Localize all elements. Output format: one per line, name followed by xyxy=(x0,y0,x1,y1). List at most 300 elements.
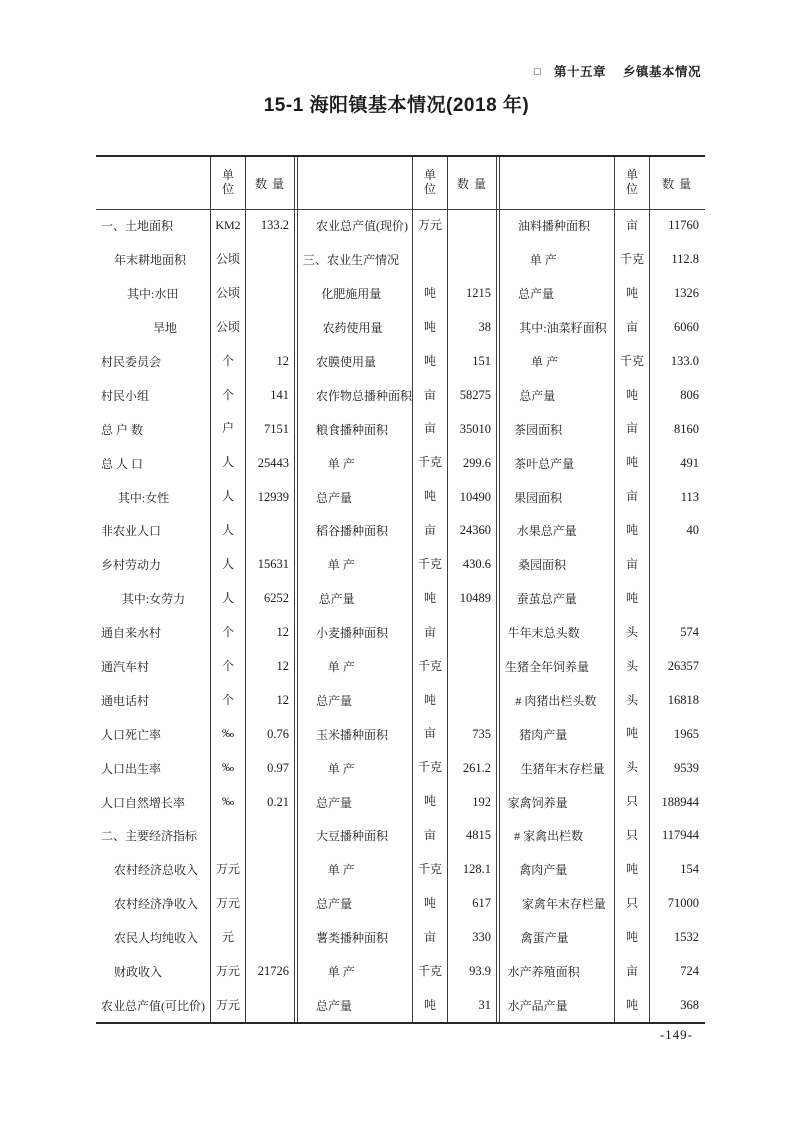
table-group xyxy=(298,157,496,1022)
qty-cell: 491 xyxy=(680,455,699,470)
indicator-label: 小麦播种面积 xyxy=(316,626,389,641)
table-row xyxy=(298,582,496,616)
table-row xyxy=(500,243,704,277)
qty-cell: 0.97 xyxy=(267,760,289,775)
qty-cell: 12 xyxy=(276,692,289,707)
qty-cell: 141 xyxy=(270,387,289,402)
unit-cell: 吨 xyxy=(412,480,448,514)
qty-cell: 1965 xyxy=(674,726,699,741)
indicator-label: 农民人均纯收入 xyxy=(114,931,199,946)
table-row xyxy=(500,650,704,684)
qty-cell: 724 xyxy=(680,964,699,979)
unit-cell: 吨 xyxy=(412,785,448,819)
qty-cell: 261.2 xyxy=(462,760,491,775)
page-number: -149- xyxy=(659,1027,693,1042)
table-row xyxy=(500,819,704,853)
unit-cell: 个 xyxy=(210,378,246,412)
indicator-label: 猪肉产量 xyxy=(519,727,568,742)
unit-cell: 人 xyxy=(210,480,246,514)
table-row xyxy=(96,480,294,514)
qty-cell: 25443 xyxy=(257,455,289,470)
unit-cell: 亩 xyxy=(614,311,650,345)
unit-cell: 吨 xyxy=(614,717,650,751)
qty-cell: 16818 xyxy=(667,692,699,707)
unit-cell: 只 xyxy=(614,785,650,819)
table-row xyxy=(96,650,294,684)
unit-cell: 吨 xyxy=(614,853,650,887)
qty-cell: 12 xyxy=(276,354,289,368)
table-row xyxy=(96,955,294,989)
table-row xyxy=(500,311,704,345)
indicator-label: 茶园面积 xyxy=(514,422,563,437)
qty-cell: 8160 xyxy=(674,421,699,436)
table-row xyxy=(500,480,704,514)
unit-cell: 只 xyxy=(614,887,650,921)
table-row xyxy=(96,988,294,1022)
indicator-label: 单 产 xyxy=(327,558,355,573)
indicator-label: 玉米播种面积 xyxy=(316,727,389,742)
indicator-label: 单 产 xyxy=(327,965,355,980)
table-row xyxy=(96,412,294,446)
indicator-label: 总产量 xyxy=(316,998,353,1013)
unit-cell: 千克 xyxy=(614,345,650,379)
table-row xyxy=(298,209,496,243)
indicator-column-spacer xyxy=(500,157,614,209)
qty-cell: 188944 xyxy=(661,794,699,809)
indicator-label: 桑园面积 xyxy=(518,558,567,573)
table-header-row xyxy=(96,157,294,209)
unit-cell: 亩 xyxy=(412,378,448,412)
unit-cell: ‰ xyxy=(210,751,246,785)
indicator-label: 农作物总播种面积 xyxy=(316,388,412,403)
qty-cell: 113 xyxy=(680,489,699,504)
table-row xyxy=(96,311,294,345)
qty-cell xyxy=(246,514,294,548)
unit-cell: 万元 xyxy=(210,955,246,989)
indicator-label: 粮食播种面积 xyxy=(316,422,389,437)
table-row xyxy=(298,345,496,379)
qty-cell xyxy=(448,243,496,277)
indicator-label: 单 产 xyxy=(327,863,355,878)
indicator-label: 农膜使用量 xyxy=(316,355,377,369)
unit-cell: 人 xyxy=(210,582,246,616)
table-row xyxy=(500,378,704,412)
table-group xyxy=(96,157,294,1022)
qty-cell xyxy=(650,548,704,582)
table-row xyxy=(96,717,294,751)
qty-cell: 151 xyxy=(472,354,491,368)
indicator-label: 农村经济总收入 xyxy=(114,863,199,878)
table-row xyxy=(96,514,294,548)
unit-cell: 吨 xyxy=(614,446,650,480)
table-header-row xyxy=(298,157,496,209)
qty-cell: 368 xyxy=(680,997,699,1012)
unit-cell: 万元 xyxy=(412,209,448,243)
basic-info-table xyxy=(96,155,705,1024)
unit-cell: 千克 xyxy=(412,955,448,989)
indicator-label: 非农业人口 xyxy=(101,524,162,539)
qty-cell: 330 xyxy=(472,930,491,945)
qty-cell: 1215 xyxy=(466,286,491,301)
qty-cell: 4815 xyxy=(466,828,491,843)
table-row xyxy=(96,345,294,379)
chapter-header xyxy=(96,62,701,80)
unit-cell: 人 xyxy=(210,514,246,548)
table-row xyxy=(298,243,496,277)
table-row xyxy=(298,717,496,751)
unit-cell: 个 xyxy=(210,345,246,379)
unit-cell: 公顷 xyxy=(210,243,246,277)
indicator-label: 水产品产量 xyxy=(507,998,568,1013)
unit-cell: 户 xyxy=(210,412,246,446)
qty-cell: 31 xyxy=(478,997,491,1012)
unit-cell: 亩 xyxy=(412,819,448,853)
table-row xyxy=(298,446,496,480)
qty-cell: 7151 xyxy=(264,421,289,436)
table-row xyxy=(500,345,704,379)
indicator-label: 总产量 xyxy=(518,287,555,302)
unit-cell: 亩 xyxy=(412,514,448,548)
table-row xyxy=(500,412,704,446)
unit-column-header: 单 位 xyxy=(614,157,650,209)
table-row xyxy=(96,853,294,887)
unit-cell: 亩 xyxy=(614,480,650,514)
table-group xyxy=(500,157,704,1022)
unit-cell: 吨 xyxy=(614,378,650,412)
section-label: 乡镇基本情况 xyxy=(622,65,701,79)
indicator-label: 通汽车村 xyxy=(101,660,150,675)
indicator-label: 稻谷播种面积 xyxy=(316,524,389,539)
unit-cell: 亩 xyxy=(412,717,448,751)
indicator-label: 通自来水村 xyxy=(101,626,162,641)
qty-cell: 133.2 xyxy=(260,218,289,233)
page-title: 15-1 海阳镇基本情况(2018 年) xyxy=(263,95,530,116)
qty-cell xyxy=(246,887,294,921)
qty-cell: 10489 xyxy=(459,591,491,606)
indicator-label: 乡村劳动力 xyxy=(101,558,162,573)
unit-cell: 亩 xyxy=(614,209,650,243)
indicator-label: 生猪年末存栏量 xyxy=(520,761,605,776)
unit-cell: 千克 xyxy=(614,243,650,277)
chapter-label: 第十五章 xyxy=(553,65,606,79)
unit-cell: 公顷 xyxy=(210,277,246,311)
table-row xyxy=(96,751,294,785)
table-row xyxy=(298,311,496,345)
indicator-label: 人口出生率 xyxy=(101,761,162,776)
qty-cell xyxy=(650,582,704,616)
indicator-label: 农业总产值(可比价) xyxy=(101,998,205,1013)
table-row xyxy=(96,548,294,582)
unit-cell: 头 xyxy=(614,650,650,684)
unit-cell: 人 xyxy=(210,446,246,480)
table-row xyxy=(96,582,294,616)
table-row xyxy=(500,887,704,921)
unit-cell: 吨 xyxy=(614,921,650,955)
indicator-label: 总产量 xyxy=(519,388,556,403)
qty-cell xyxy=(246,277,294,311)
unit-cell xyxy=(412,243,448,277)
unit-cell: ‰ xyxy=(210,717,246,751)
table-row xyxy=(298,853,496,887)
unit-cell: 吨 xyxy=(412,277,448,311)
table-row xyxy=(500,446,704,480)
indicator-label: 年末耕地面积 xyxy=(114,253,187,268)
table-row xyxy=(298,785,496,819)
qty-cell xyxy=(246,243,294,277)
indicator-label: 单 产 xyxy=(327,660,355,675)
table-row xyxy=(298,277,496,311)
table-row xyxy=(96,616,294,650)
qty-cell: 6060 xyxy=(674,320,699,335)
qty-cell xyxy=(246,921,294,955)
indicator-label: 总产量 xyxy=(318,592,355,607)
unit-cell: 亩 xyxy=(412,616,448,650)
indicator-label: 其中:女劳力 xyxy=(121,592,186,607)
qty-cell: 12939 xyxy=(257,489,289,504)
unit-cell: 吨 xyxy=(412,582,448,616)
qty-cell: 12 xyxy=(276,625,289,640)
qty-cell: 21726 xyxy=(257,964,289,979)
qty-cell: 192 xyxy=(472,794,491,809)
unit-cell: 吨 xyxy=(412,887,448,921)
indicator-label: 家禽饲养量 xyxy=(507,795,568,810)
qty-cell: 58275 xyxy=(459,387,491,402)
qty-cell: 24360 xyxy=(459,523,491,538)
indicator-column-spacer xyxy=(96,157,210,209)
indicator-label: 二、主要经济指标 xyxy=(101,829,198,844)
qty-cell: 112.8 xyxy=(671,252,699,267)
table-row xyxy=(500,751,704,785)
table-row xyxy=(500,717,704,751)
indicator-label: 果园面积 xyxy=(514,490,563,505)
unit-cell: 吨 xyxy=(614,988,650,1022)
indicator-label: 禽肉产量 xyxy=(519,863,568,878)
table-row xyxy=(96,446,294,480)
qty-cell: 735 xyxy=(472,726,491,741)
indicator-label: 总产量 xyxy=(316,795,353,810)
unit-column-header: 单 位 xyxy=(412,157,448,209)
table-row xyxy=(298,378,496,412)
table-row xyxy=(298,988,496,1022)
unit-cell: 亩 xyxy=(614,412,650,446)
indicator-label: 总产量 xyxy=(316,693,353,708)
qty-cell: 1326 xyxy=(674,286,699,301)
qty-cell: 430.6 xyxy=(462,557,491,572)
indicator-label: 农业总产值(现价) xyxy=(316,219,408,234)
indicator-label: 人口死亡率 xyxy=(101,727,162,742)
table-row xyxy=(298,887,496,921)
table-row xyxy=(96,683,294,717)
table-row xyxy=(96,209,294,243)
unit-cell: 吨 xyxy=(412,311,448,345)
table-row xyxy=(298,480,496,514)
unit-column-header: 单 位 xyxy=(210,157,246,209)
qty-cell: 1532 xyxy=(674,930,699,945)
table-row xyxy=(500,955,704,989)
indicator-label: 蚕茧总产量 xyxy=(516,592,577,607)
indicator-label: 旱地 xyxy=(153,321,178,336)
qty-column-header: 数 量 xyxy=(456,176,487,191)
table-row xyxy=(500,548,704,582)
qty-cell: 26357 xyxy=(667,659,699,674)
unit-cell xyxy=(210,819,246,853)
unit-cell: 头 xyxy=(614,616,650,650)
unit-cell: 亩 xyxy=(412,921,448,955)
indicator-label: 家禽年末存栏量 xyxy=(521,897,606,912)
indicator-column-spacer xyxy=(298,157,412,209)
header-underline xyxy=(96,209,705,210)
qty-cell: 10490 xyxy=(459,489,491,504)
indicator-label: 薯类播种面积 xyxy=(316,931,389,946)
unit-cell: 吨 xyxy=(412,345,448,379)
table-row xyxy=(298,921,496,955)
unit-cell: 亩 xyxy=(614,548,650,582)
indicator-label: 其中:油菜籽面积 xyxy=(519,321,607,336)
unit-cell: 元 xyxy=(210,921,246,955)
unit-cell: 吨 xyxy=(412,988,448,1022)
indicator-label: 生猪全年饲养量 xyxy=(505,660,590,675)
indicator-label: 总 户 数 xyxy=(101,422,144,437)
unit-cell: ‰ xyxy=(210,785,246,819)
table-row xyxy=(96,921,294,955)
unit-cell: 个 xyxy=(210,650,246,684)
table-row xyxy=(500,683,704,717)
unit-cell: 人 xyxy=(210,548,246,582)
indicator-label: 大豆播种面积 xyxy=(316,829,389,844)
indicator-label: 其中:水田 xyxy=(127,287,179,302)
qty-cell: 9539 xyxy=(674,760,699,775)
unit-cell: 吨 xyxy=(614,277,650,311)
table-header-row xyxy=(500,157,704,209)
table-row xyxy=(298,616,496,650)
qty-cell: 133.0 xyxy=(670,354,699,368)
indicator-label: 财政收入 xyxy=(114,965,163,980)
table-row xyxy=(500,988,704,1022)
indicator-label: 农村经济净收入 xyxy=(114,897,199,912)
indicator-label: 农药使用量 xyxy=(322,321,383,336)
qty-cell xyxy=(448,209,496,243)
indicator-label: 油料播种面积 xyxy=(518,219,591,234)
unit-cell: 头 xyxy=(614,683,650,717)
qty-cell xyxy=(246,819,294,853)
qty-cell: 617 xyxy=(472,896,491,911)
unit-cell: 千克 xyxy=(412,446,448,480)
qty-cell: 38 xyxy=(478,320,491,335)
table-row xyxy=(298,955,496,989)
qty-cell: 71000 xyxy=(667,896,699,911)
qty-cell: 35010 xyxy=(459,421,491,436)
indicator-label: 其中:女性 xyxy=(117,490,170,505)
unit-cell: 万元 xyxy=(210,853,246,887)
indicator-label: 化肥施用量 xyxy=(321,287,382,302)
indicator-label: 三、农业生产情况 xyxy=(303,253,400,268)
qty-cell xyxy=(448,650,496,684)
indicator-label: 单 产 xyxy=(327,761,355,776)
indicator-label: 村民委员会 xyxy=(101,355,162,369)
indicator-label: 总产量 xyxy=(316,490,353,505)
table-row xyxy=(96,277,294,311)
qty-cell: 6252 xyxy=(264,591,289,606)
qty-column-header: 数 量 xyxy=(254,176,285,191)
qty-cell xyxy=(448,683,496,717)
table-row xyxy=(298,751,496,785)
qty-cell: 117944 xyxy=(661,828,699,843)
indicator-label: 禽蛋产量 xyxy=(520,931,569,946)
table-row xyxy=(298,412,496,446)
unit-cell: 公顷 xyxy=(210,311,246,345)
indicator-label: 村民小组 xyxy=(101,388,150,403)
table-row xyxy=(500,277,704,311)
unit-cell: 亩 xyxy=(614,955,650,989)
qty-cell: 574 xyxy=(680,625,699,640)
table-row xyxy=(298,683,496,717)
unit-cell: 千克 xyxy=(412,751,448,785)
unit-cell: 吨 xyxy=(614,582,650,616)
qty-cell: 0.21 xyxy=(267,794,289,809)
square-bullet-icon: □ xyxy=(533,66,541,78)
indicator-label: # 肉猪出栏头数 xyxy=(515,693,597,708)
unit-cell: 亩 xyxy=(412,412,448,446)
indicator-label: 总产量 xyxy=(316,897,353,912)
qty-cell: 0.76 xyxy=(267,726,289,741)
table-row xyxy=(500,853,704,887)
indicator-label: 茶叶总产量 xyxy=(514,456,575,471)
unit-cell: 千克 xyxy=(412,650,448,684)
unit-cell: 千克 xyxy=(412,853,448,887)
unit-cell: 个 xyxy=(210,683,246,717)
table-row xyxy=(500,921,704,955)
qty-cell xyxy=(246,988,294,1022)
indicator-label: 水果总产量 xyxy=(516,524,577,539)
qty-column-header: 数 量 xyxy=(661,176,692,191)
table-row xyxy=(298,548,496,582)
table-row xyxy=(96,378,294,412)
indicator-label: 单 产 xyxy=(529,253,557,268)
unit-cell: 头 xyxy=(614,751,650,785)
table-row xyxy=(500,514,704,548)
indicator-label: 单 产 xyxy=(327,456,355,471)
indicator-label: 单 产 xyxy=(531,355,559,369)
qty-cell: 128.1 xyxy=(462,862,491,877)
unit-cell: 万元 xyxy=(210,988,246,1022)
table-row xyxy=(96,887,294,921)
qty-cell: 12 xyxy=(276,659,289,674)
indicator-label: 通电话村 xyxy=(101,693,150,708)
table-row xyxy=(500,785,704,819)
table-row xyxy=(500,209,704,243)
unit-cell: 千克 xyxy=(412,548,448,582)
qty-cell: 154 xyxy=(680,862,699,877)
table-row xyxy=(500,616,704,650)
qty-cell: 15631 xyxy=(257,557,289,572)
table-row xyxy=(96,819,294,853)
table-row xyxy=(500,582,704,616)
table-row xyxy=(298,514,496,548)
qty-cell xyxy=(448,616,496,650)
unit-cell: 吨 xyxy=(614,514,650,548)
unit-cell: 万元 xyxy=(210,887,246,921)
qty-cell: 299.6 xyxy=(462,455,491,470)
indicator-label: 水产养殖面积 xyxy=(507,965,580,980)
indicator-label: # 家禽出栏数 xyxy=(514,829,584,844)
unit-cell: 吨 xyxy=(412,683,448,717)
unit-cell: 个 xyxy=(210,616,246,650)
table-row xyxy=(298,650,496,684)
qty-cell: 11760 xyxy=(668,218,699,233)
qty-cell xyxy=(246,311,294,345)
unit-cell: 只 xyxy=(614,819,650,853)
indicator-label: 一、土地面积 xyxy=(101,219,174,234)
